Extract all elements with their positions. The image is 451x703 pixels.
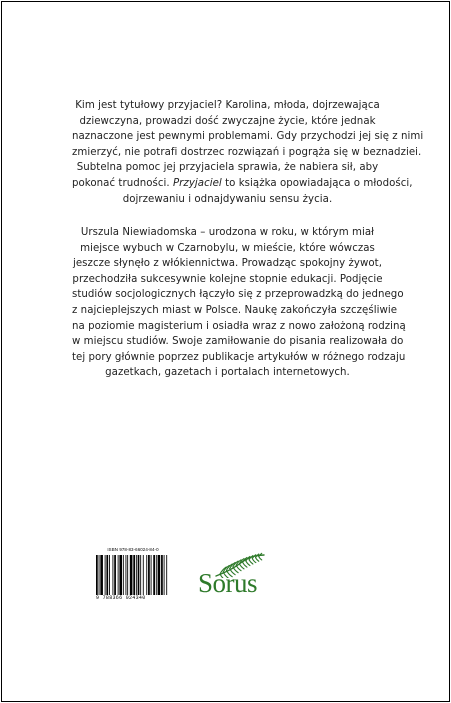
fern-leaflet: [256, 558, 259, 562]
barcode-bar: [133, 555, 135, 595]
barcode-bar: [118, 555, 119, 595]
publisher-name: Sorus: [198, 568, 258, 598]
barcode-bar: [119, 555, 122, 595]
publisher-logo: [198, 552, 270, 598]
text-line: tej pory głównie poprzez publikacje artykułów w różnego rodzaju: [72, 351, 406, 363]
text-line: dojrzewaniu i odnajdywaniu sensu życia.: [122, 193, 333, 205]
barcode-bar: [100, 555, 103, 595]
barcode-bar: [151, 555, 152, 595]
barcode-bar: [125, 555, 126, 595]
barcode-bars: [96, 555, 168, 599]
text-line: na poziomie magisterium i osiadła wraz z nowo założoną rodziną: [72, 320, 406, 332]
barcode-bar: [136, 555, 137, 595]
barcode-bar: [164, 555, 165, 595]
book-description: [72, 98, 424, 207]
barcode-digits: 9 788366 024340: [96, 595, 146, 601]
isbn-barcode: [96, 547, 170, 603]
barcode-bar: [123, 555, 124, 595]
text-segment: to książka opowiadająca o młodości,: [225, 177, 413, 189]
back-cover: [1, 1, 450, 702]
fern-leaflet: [249, 560, 253, 564]
barcode-bar: [138, 555, 140, 595]
text-line: zmierzyć, nie potrafi dostrzec rozwiązań i pogrąża się w beznadziei.: [72, 146, 422, 158]
text-line: przechodziła sukcesywnie kolejne stopnie edukacji. Podjęcie: [72, 273, 383, 285]
barcode-bar: [96, 555, 98, 595]
barcode-bar: [112, 555, 113, 595]
barcode-bar: [127, 555, 128, 595]
barcode-bar: [166, 555, 167, 595]
text-line: [72, 176, 413, 192]
text-line: Urszula Niewiadomska – urodzona w roku, w którym miał: [80, 227, 375, 238]
barcode-bar: [143, 555, 144, 595]
barcode-bar: [99, 555, 100, 595]
barcode-bar: [153, 555, 155, 595]
text-line: w miejscu studiów. Swoje zamiłowanie do pisania realizowała do: [72, 336, 404, 348]
text-line: studiów socjologicznych łączyło się z przeprowadzką do jednego: [72, 289, 404, 301]
fern-leaflet: [259, 557, 262, 560]
barcode-bar: [140, 555, 141, 595]
barcode-bar: [106, 555, 108, 595]
text-line: miejsce wybuch w Czarnobylu, w mieście, które wówczas: [80, 242, 375, 254]
text-line: naznaczone jest pewnymi problemami. Gdy przychodzi jej się z nimi: [72, 131, 424, 143]
text-line: gazetkach, gazetach i portalach internetowych.: [105, 367, 350, 379]
barcode-bar: [114, 555, 116, 595]
text-line: dziewczyna, prowadzi dość zwyczajne życie, które jednak: [79, 115, 376, 127]
text-line: Kim jest tytułowy przyjaciel? Karolina, młoda, dojrzewająca: [75, 100, 380, 111]
barcode-bar: [158, 555, 161, 595]
barcode-bar: [156, 555, 157, 595]
barcode-bar: [146, 555, 147, 595]
author-bio: [72, 225, 406, 381]
barcode-bar: [148, 555, 150, 595]
barcode-bar: [161, 555, 163, 595]
text-line: jeszcze słynęło z włókiennictwa. Prowadząc spokojny żywot,: [72, 258, 382, 270]
book-title-italic: Przyjaciel: [172, 177, 222, 189]
fern-leaflet: [252, 559, 256, 563]
barcode-bar: [130, 555, 133, 595]
isbn-label: ISBN 978-83-66024-84-0: [107, 547, 159, 552]
fern-leaflet: [243, 562, 247, 567]
barcode-bar: [105, 555, 106, 595]
text-segment: pokonać trudności.: [72, 177, 170, 189]
text-line: z najcieplejszych miast w Polsce. Naukę zakończyła szczęśliwie: [72, 304, 398, 316]
fern-leaflet: [246, 561, 250, 566]
text-line: Subtelna pomoc jej przyjaciela sprawia, że nabiera sił, aby: [76, 162, 379, 174]
barcode-bar: [109, 555, 110, 595]
